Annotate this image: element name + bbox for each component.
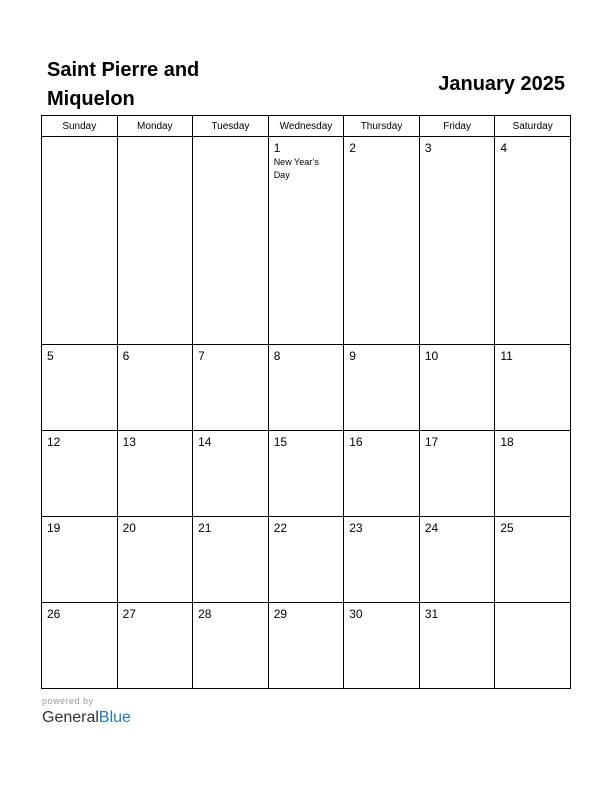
day-number — [495, 603, 570, 607]
day-cell — [419, 431, 495, 517]
day-number: 14 — [198, 435, 212, 450]
weekday-wednesday: Wednesday — [268, 116, 344, 137]
day-number: 6 — [122, 349, 130, 364]
day-number: 22 — [273, 521, 288, 536]
day-number: 8 — [273, 349, 281, 364]
region-title: Saint Pierre and Miquelon — [47, 59, 200, 110]
holiday-label: New Year’s Day — [273, 157, 319, 180]
day-cell — [495, 137, 571, 345]
day-cell — [419, 137, 495, 345]
day-cell — [117, 431, 193, 517]
weekday-sunday: Sunday — [42, 116, 118, 137]
day-number: 27 — [122, 606, 136, 621]
day-number: 31 — [424, 606, 439, 621]
day-number: 3 — [424, 141, 432, 155]
day-cell — [268, 345, 344, 431]
day-cell — [419, 517, 495, 603]
week-row — [42, 137, 571, 345]
day-number: 5 — [47, 349, 54, 364]
day-number: 18 — [500, 435, 514, 450]
week-row — [42, 602, 571, 688]
weekday-friday: Friday — [419, 116, 495, 137]
brand-logo — [42, 708, 131, 728]
day-number: 9 — [349, 349, 356, 364]
day-number: 26 — [47, 606, 61, 621]
day-cell — [42, 517, 118, 603]
day-cell — [344, 431, 420, 517]
day-number — [118, 137, 193, 141]
day-number: 13 — [122, 435, 136, 450]
day-cell — [268, 431, 344, 517]
day-cell — [42, 602, 118, 688]
weekday-monday: Monday — [117, 116, 193, 137]
day-number — [193, 137, 268, 141]
day-cell — [193, 431, 269, 517]
day-cell — [268, 137, 344, 345]
day-cell — [42, 431, 118, 517]
day-cell — [117, 517, 193, 603]
day-cell — [193, 517, 269, 603]
day-cell — [268, 602, 344, 688]
weekday-header-row — [42, 116, 571, 137]
day-cell — [117, 345, 193, 431]
week-row — [42, 517, 571, 603]
day-cell — [117, 137, 193, 345]
day-cell — [495, 602, 571, 688]
day-number: 2 — [349, 141, 356, 155]
day-number: 7 — [198, 349, 205, 364]
day-number: 19 — [47, 521, 61, 536]
day-number: 25 — [500, 521, 514, 536]
day-number: 29 — [273, 606, 288, 621]
day-number: 10 — [424, 349, 439, 364]
brand-name-general: General — [42, 709, 99, 726]
day-cell — [419, 602, 495, 688]
day-cell — [344, 517, 420, 603]
week-row — [42, 431, 571, 517]
day-number: 30 — [349, 606, 363, 621]
weekday-thursday: Thursday — [344, 116, 420, 137]
brand-name-blue: Blue — [98, 709, 131, 726]
calendar-grid — [41, 115, 571, 689]
day-number: 11 — [500, 349, 513, 364]
month-title: January 2025 — [438, 73, 565, 95]
day-cell — [193, 137, 269, 345]
day-number — [42, 137, 117, 141]
day-number: 1 — [273, 141, 281, 155]
week-row — [42, 345, 571, 431]
day-cell — [495, 431, 571, 517]
day-number: 17 — [424, 435, 439, 450]
day-number: 21 — [198, 521, 212, 536]
day-number: 15 — [273, 435, 288, 450]
day-number: 20 — [122, 521, 136, 536]
day-number: 4 — [500, 141, 508, 155]
weekday-tuesday: Tuesday — [193, 116, 269, 137]
day-cell — [117, 602, 193, 688]
day-cell — [268, 517, 344, 603]
day-cell — [42, 345, 118, 431]
day-cell — [344, 137, 420, 345]
day-number: 28 — [198, 606, 212, 621]
day-cell — [344, 602, 420, 688]
day-cell — [495, 345, 571, 431]
day-cell — [42, 137, 118, 345]
powered-by-label: powered by — [42, 696, 94, 706]
day-number: 16 — [349, 435, 363, 450]
footer-branding — [42, 696, 131, 728]
day-number: 12 — [47, 435, 61, 450]
weekday-saturday: Saturday — [495, 116, 571, 137]
day-number: 23 — [349, 521, 363, 536]
day-cell — [193, 345, 269, 431]
day-cell — [193, 602, 269, 688]
day-number: 24 — [424, 521, 439, 536]
day-cell — [419, 345, 495, 431]
day-cell — [344, 345, 420, 431]
day-cell — [495, 517, 571, 603]
